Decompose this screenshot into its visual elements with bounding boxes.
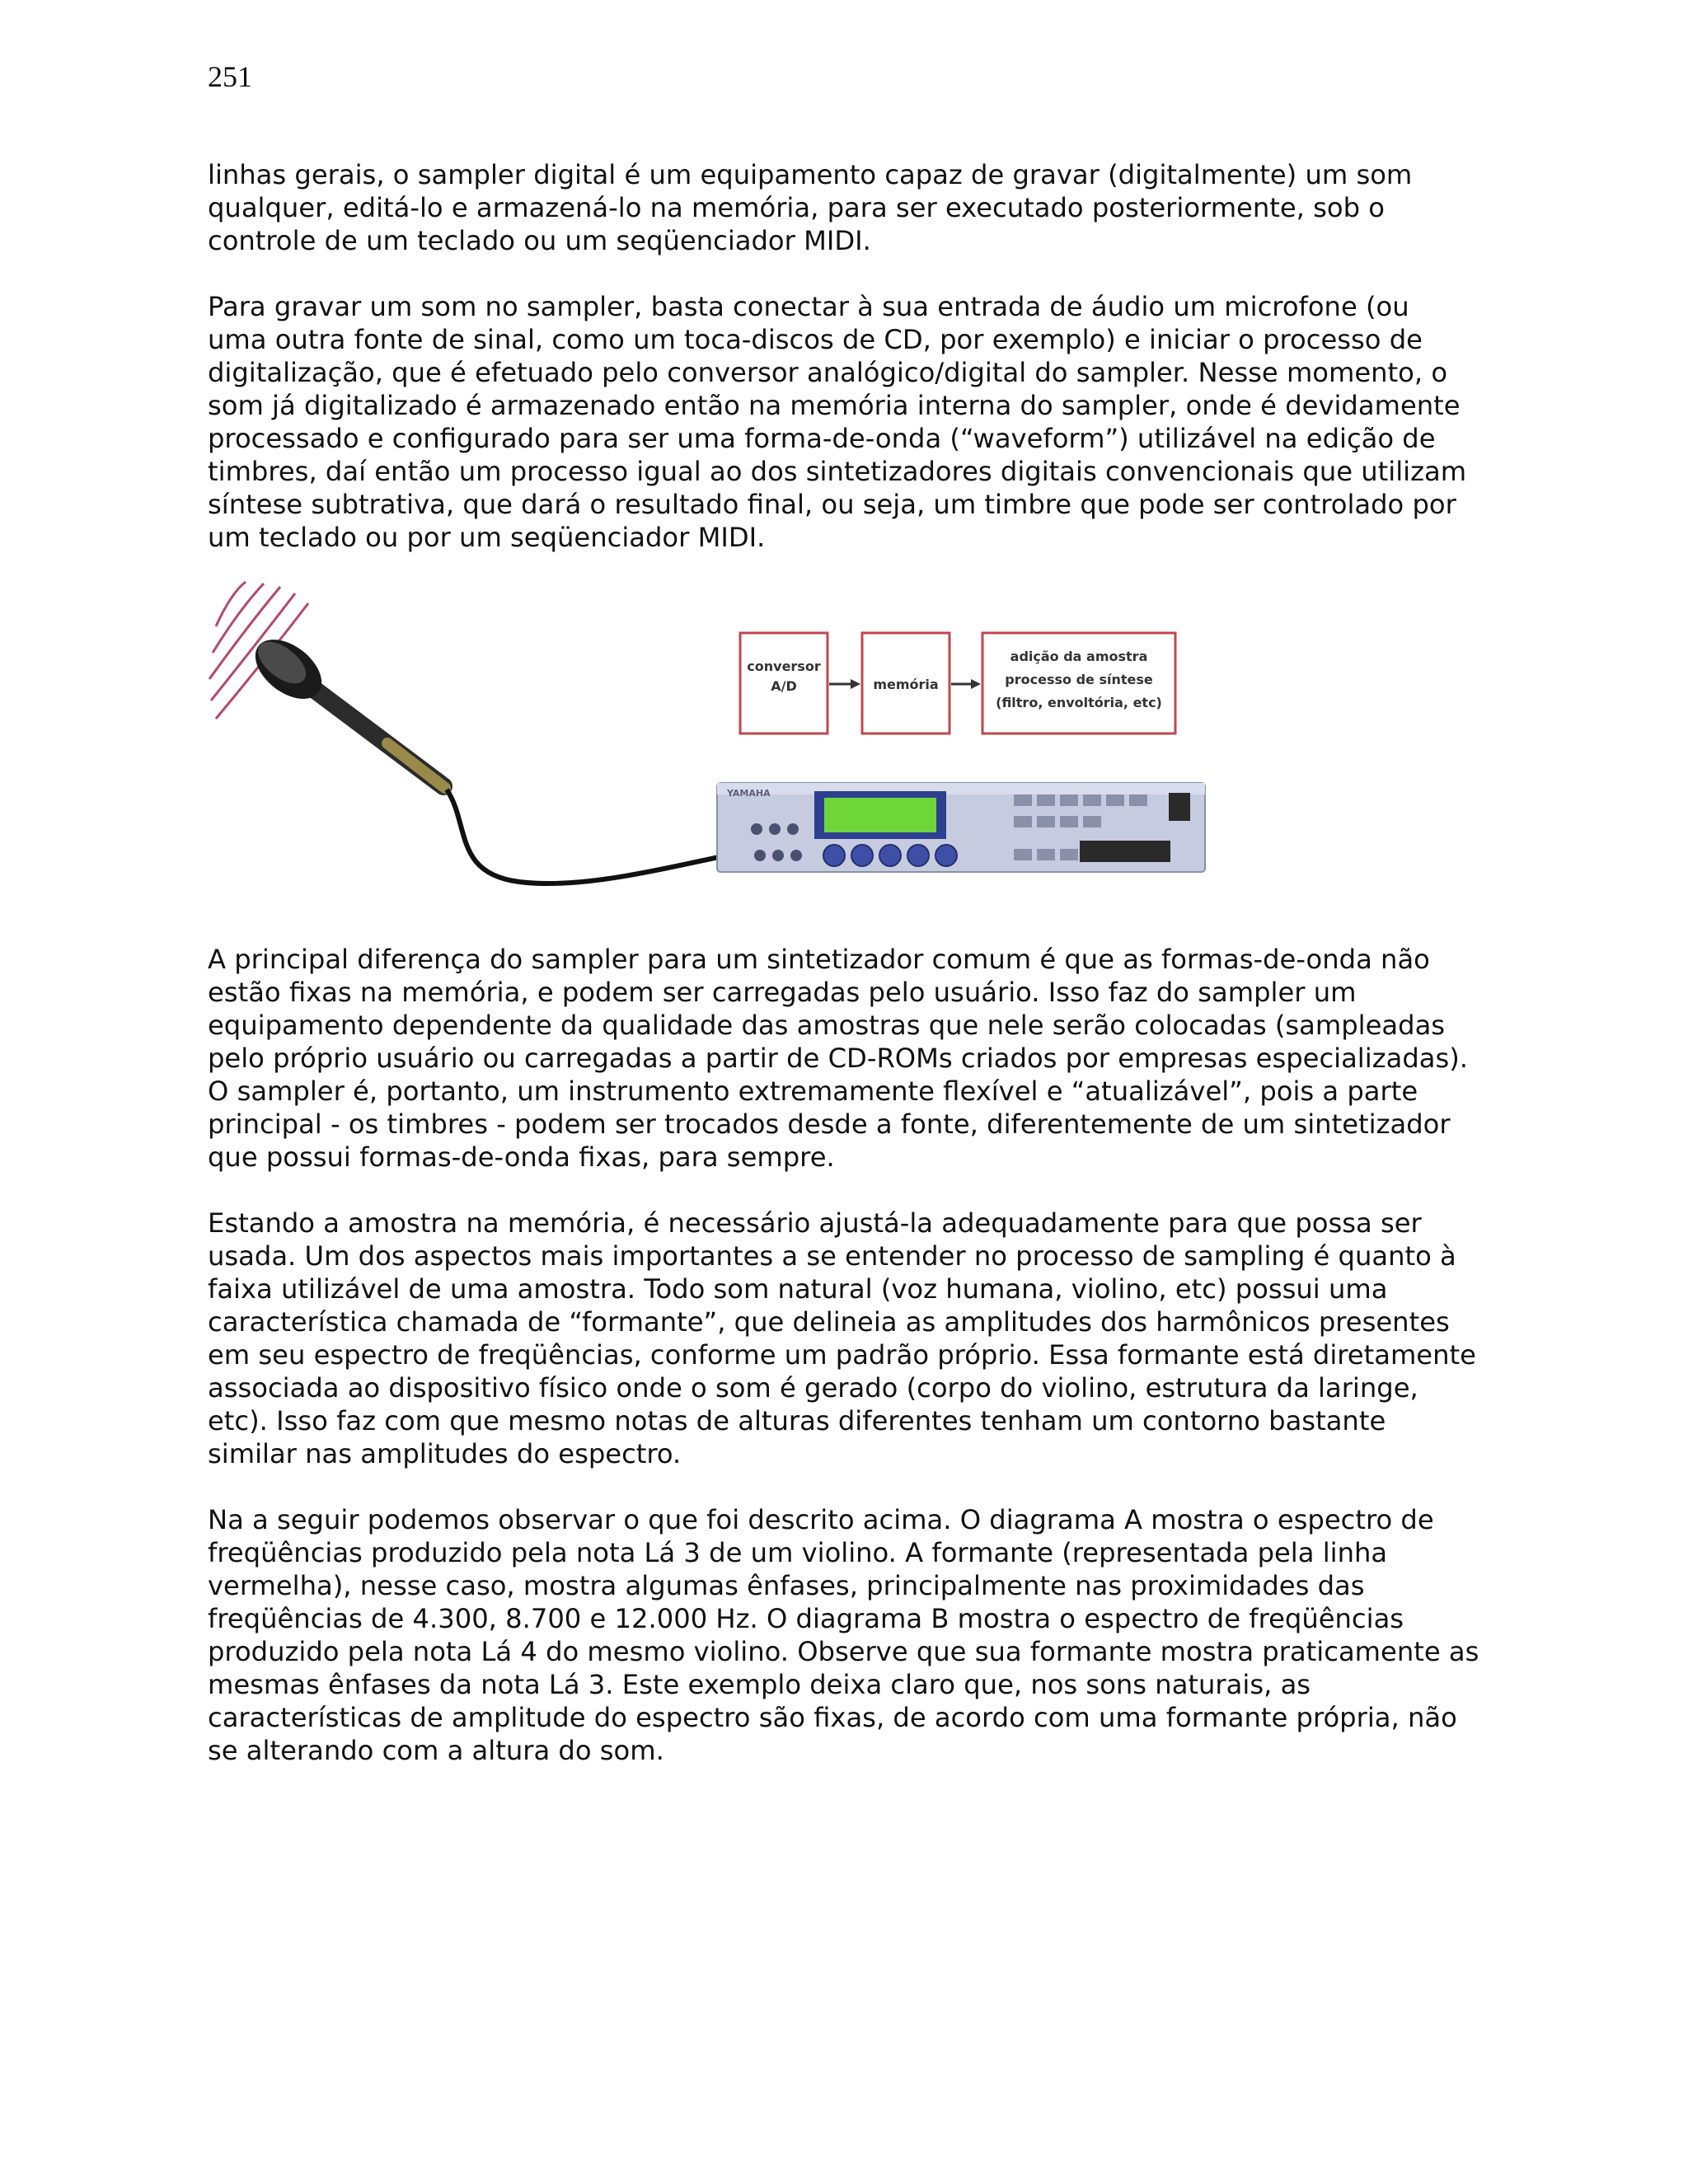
text-line: em seu espectro de freqüências, conforme um padrão próprio. Essa formante está diretamente [208, 1339, 1476, 1371]
text-line: uma outra fonte de sinal, como um toca-discos de CD, por exemplo) e iniciar o processo de [208, 324, 1423, 355]
text-line: que possui formas-de-onda fixas, para sempre. [208, 1141, 835, 1173]
text-line: som já digitalizado é armazenado então na memória interna do sampler, onde é devidamente [208, 390, 1461, 421]
text-line: usada. Um dos aspectos mais importantes a se entender no processo de sampling é quanto à [208, 1240, 1456, 1272]
paragraph-diagrams [208, 1503, 1559, 1767]
text-line: faixa utilizável de uma amostra. Todo som natural (voz humana, violino, etc) possui uma [208, 1273, 1388, 1305]
text-line: freqüências de 4.300, 8.700 e 12.000 Hz. O diagrama B mostra o espectro de freqüências [208, 1603, 1404, 1634]
text-line: característica chamada de “formante”, que delineia as amplitudes dos harmônicos presentes [208, 1306, 1450, 1338]
text-line: estão fixas na memória, e podem ser carregadas pelo usuário. Isso faz do sampler um [208, 977, 1357, 1008]
text-line: síntese subtrativa, que dará o resultado final, ou seja, um timbre que pode ser controlado por [208, 489, 1456, 520]
paragraph-recording [208, 290, 1559, 554]
block-diagram [740, 633, 1175, 733]
page-number: 251 [208, 60, 252, 93]
text-line: qualquer, editá-lo e armazená-lo na memória, para ser executado posteriormente, sob o [208, 192, 1385, 223]
paragraph-difference [208, 943, 1559, 1174]
text-line: timbres, daí então um processo igual ao dos sintetizadores digitais convencionais que utilizam [208, 456, 1467, 487]
text-line: etc). Isso faz com que mesmo notas de alturas diferentes tenham um contorno bastante [208, 1405, 1386, 1436]
text-line: O sampler é, portanto, um instrumento extremamente flexível e “atualizável”, pois a parte [208, 1076, 1418, 1107]
microphone-icon [245, 628, 758, 883]
text-line: vermelha), nesse caso, mostra algumas ênfases, principalmente nas proximidades das [208, 1570, 1365, 1601]
text-line: linhas gerais, o sampler digital é um equipamento capaz de gravar (digitalmente) um som [208, 159, 1413, 190]
sampler-device-icon [717, 783, 1205, 872]
text-line: principal - os timbres - podem ser trocados desde a fonte, diferentemente de um sintetizador [208, 1108, 1451, 1140]
paragraph-formant [208, 1207, 1559, 1470]
text-line: controle de um teclado ou um seqüenciador MIDI. [208, 225, 871, 256]
text-line: características de amplitude do espectro são fixas, de acordo com uma formante própria, não [208, 1702, 1457, 1733]
text-line: Para gravar um som no sampler, basta conectar à sua entrada de áudio um microfone (ou [208, 291, 1409, 322]
device-brand: YAMAHA [727, 788, 771, 799]
block-converter-line2: A/D [771, 678, 797, 694]
text-line: Na a seguir podemos observar o que foi descrito acima. O diagrama A mostra o espectro de [208, 1504, 1434, 1535]
text-line: Estando a amostra na memória, é necessário ajustá-la adequadamente para que possa ser [208, 1207, 1422, 1239]
sampler-illustration [206, 577, 1212, 907]
text-line: freqüências produzido pela nota Lá 3 de um violino. A formante (representada pela linha [208, 1537, 1388, 1568]
paragraph-intro [208, 158, 1559, 257]
text-line: processado e configurado para ser uma forma-de-onda (“waveform”) utilizável na edição de [208, 423, 1436, 454]
text-line: um teclado ou por um seqüenciador MIDI. [208, 522, 766, 553]
block-converter-line1: conversor [747, 658, 821, 674]
text-line: equipamento dependente da qualidade das amostras que nele serão colocadas (sampleadas [208, 1010, 1446, 1041]
text-line: A principal diferença do sampler para um sintetizador comum é que as formas-de-onda não [208, 944, 1430, 975]
sampler-figure [206, 577, 1212, 907]
block-synthesis-line1: adição da amostra [1010, 649, 1148, 664]
text-line: mesmas ênfases da nota Lá 3. Este exemplo deixa claro que, nos sons naturais, as [208, 1669, 1311, 1700]
text-line: digitalização, que é efetuado pelo conversor analógico/digital do sampler. Nesse momento, o [208, 357, 1448, 388]
block-synthesis-line3: (filtro, envoltória, etc) [996, 695, 1162, 710]
text-line: produzido pela nota Lá 4 do mesmo violino. Observe que sua formante mostra praticamente as [208, 1636, 1479, 1667]
text-line: similar nas amplitudes do espectro. [208, 1438, 682, 1469]
block-synthesis-line2: processo de síntese [1005, 672, 1153, 687]
text-line: associada ao dispositivo físico onde o som é gerado (corpo do violino, estrutura da laringe, [208, 1372, 1418, 1404]
text-line: pelo próprio usuário ou carregadas a partir de CD-ROMs criados por empresas especializadas). [208, 1043, 1469, 1074]
text-line: se alterando com a altura do som. [208, 1735, 664, 1766]
block-memory-label: memória [873, 677, 939, 692]
